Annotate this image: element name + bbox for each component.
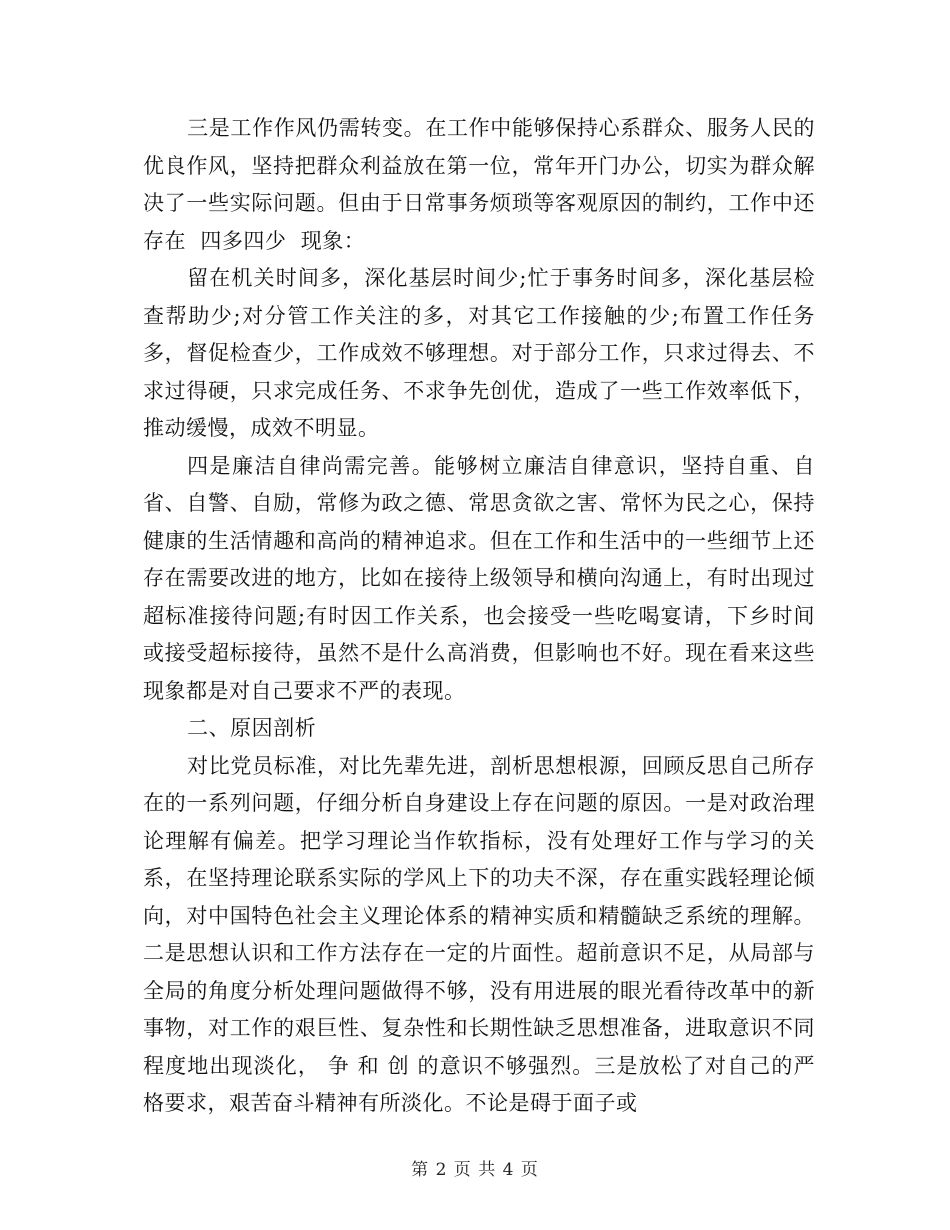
paragraph-work-style: 三是工作作风仍需转变。在工作中能够保持心系群众、服务人民的优良作风，坚持把群众利益放在第一位，常年开门办公，切实为群众解决了一些实际问题。但由于日常事务烦琐等客观原因的制约，工作中还存在 四多四少 现象： <box>143 116 815 253</box>
document-body <box>143 110 815 1123</box>
page-number-footer: 第 2 页 共 4 页 <box>411 1160 539 1180</box>
section-heading-cause-analysis: 二、原因剖析 <box>187 716 317 740</box>
paragraph-self-discipline: 四是廉洁自律尚需完善。能够树立廉洁自律意识，坚持自重、自省、自警、自励，常修为政之德、常思贪欲之害、常怀为民之心，保持健康的生活情趣和高尚的精神追求。但在工作和生活中的一些细节上还存在需要改进的地方，比如在接待上级领导和横向沟通上，有时出现过超标准接待问题;有时因工作关系，也会接受一些吃喝宴请，下乡时间或接受超标接待，虽然不是什么高消费，但影响也不好。现在看来这些现象都是对自己要求不严的表现。 <box>143 453 815 703</box>
paragraph-four-more-four-less: 留在机关时间多，深化基层时间少;忙于事务时间多，深化基层检查帮助少;对分管工作关注的多，对其它工作接触的少;布置工作任务多，督促检查少，工作成效不够理想。对于部分工作，只求过得去、不求过得硬，只求完成任务、不求争先创优，造成了一些工作效率低下，推动缓慢，成效不明显。 <box>143 266 815 440</box>
paragraph-cause-analysis: 对比党员标准，对比先辈先进，剖析思想根源，回顾反思自己所存在的一系列问题，仔细分析自身建设上存在问题的原因。一是对政治理论理解有偏差。把学习理论当作软指标，没有处理好工作与学习的关系，在坚持理论联系实际的学风上下的功夫不深，存在重实践轻理论倾向，对中国特色社会主义理论体系的精神实质和精髓缺乏系统的理解。二是思想认识和工作方法存在一定的片面性。超前意识不足，从局部与全局的角度分析处理问题做得不够，没有用进展的眼光看待改革中的新事物，对工作的艰巨性、复杂性和长期性缺乏思想准备，进取意识不同程度地出现淡化， 争 和 创 的意识不够强烈。三是放松了对自己的严格要求，艰苦奋斗精神有所淡化。不论是碍于面子或 <box>143 753 815 1115</box>
